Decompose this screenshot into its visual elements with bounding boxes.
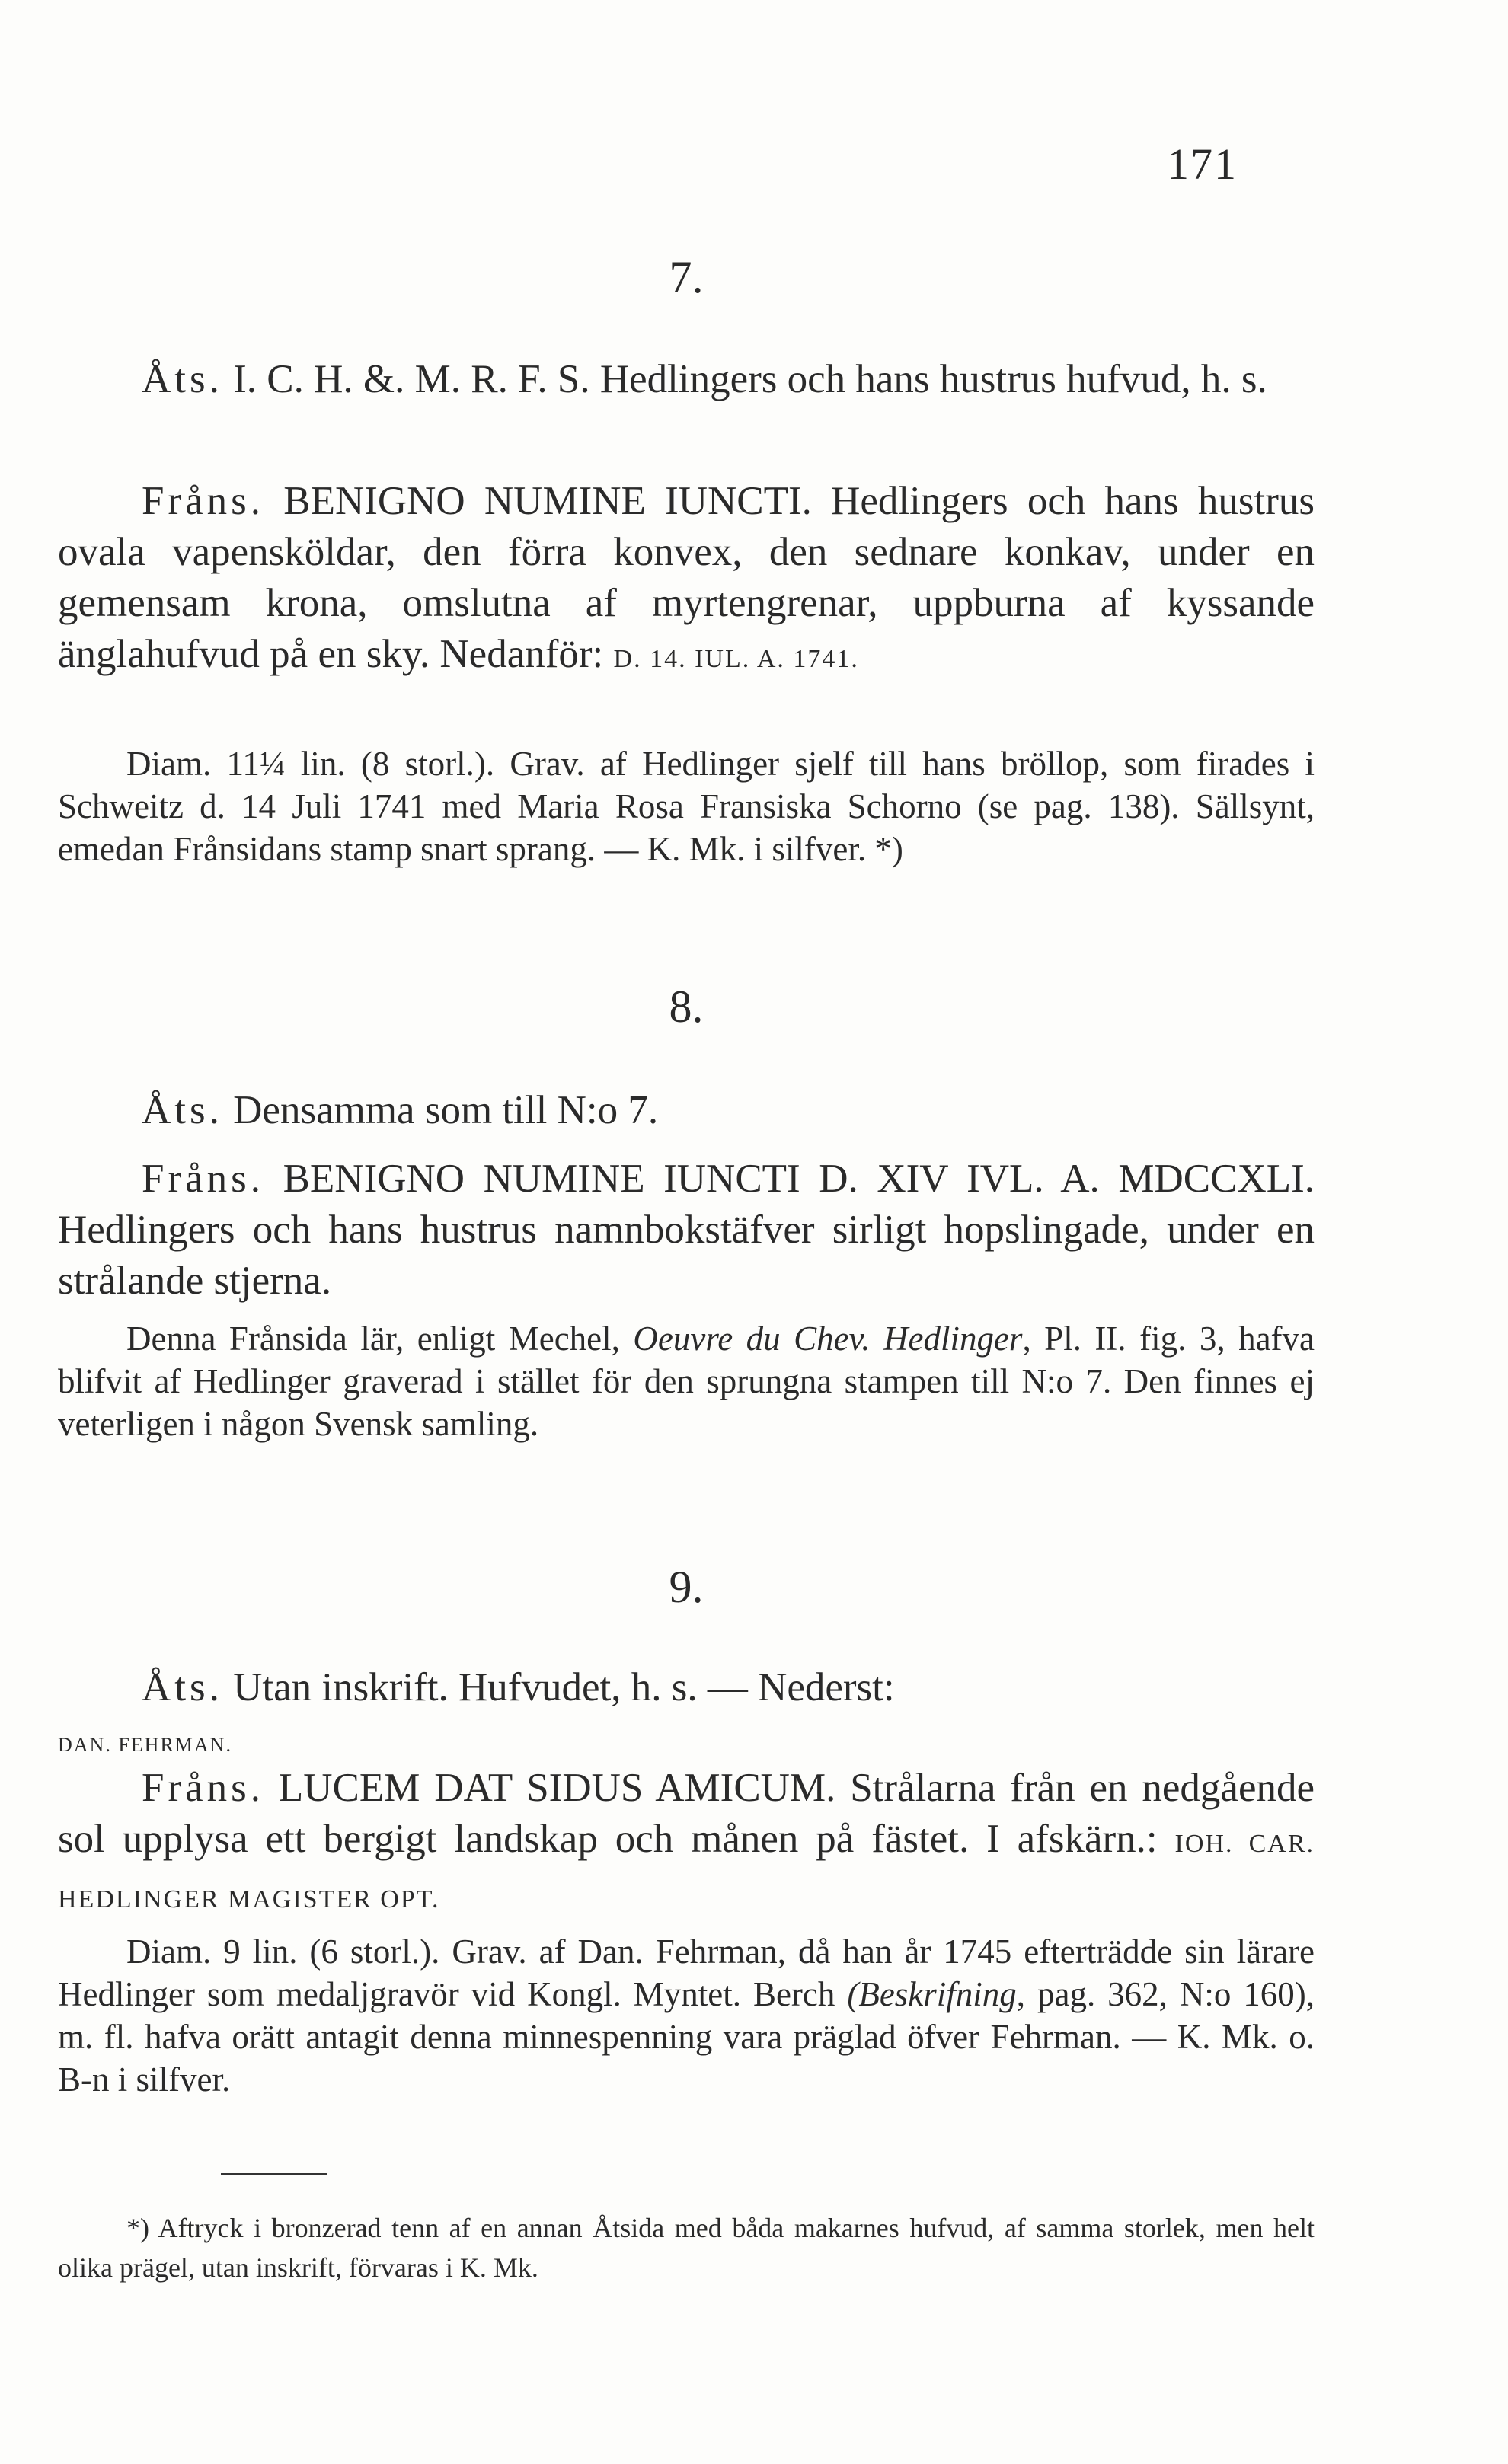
- frans-label: Fråns.: [142, 479, 265, 523]
- obverse-paragraph: [58, 1662, 1315, 1764]
- frans-inscription: IOH. CAR. HEDLINGER MAGISTER OPT.: [58, 1830, 1315, 1913]
- entry-number: 8.: [669, 981, 704, 1032]
- description-italic: (Beskrifning: [847, 1975, 1017, 2013]
- entry-number: 9.: [669, 1562, 704, 1612]
- description-paragraph: [58, 1930, 1315, 2101]
- ats-text: Utan inskrift. Hufvudet, h. s. — Nederst:: [233, 1665, 895, 1709]
- obverse-paragraph: [58, 354, 1315, 405]
- reverse-paragraph: [58, 476, 1315, 685]
- description-paragraph: [58, 742, 1315, 870]
- description-text: Denna Frånsida lär, enligt Mechel,: [126, 1320, 620, 1358]
- footnote: [58, 2208, 1315, 2287]
- frans-inscription: D. 14. IUL. A. 1741.: [613, 645, 859, 673]
- frans-text: LUCEM DAT SIDUS AMICUM. Strålarna från en nedgående sol upplysa ett bergigt landskap och månen på fästet. I afskärn.:: [58, 1766, 1315, 1861]
- ats-label: Åts.: [142, 1665, 223, 1709]
- frans-text: BENIGNO NUMINE IUNCTI. Hedlingers och hans hustrus ovala vapensköldar, den förra konvex, den sednare konkav, under en gemensam krona, omslutna af myrtengrenar, uppburna af kyssande änglahufvud på en sky. Nedanför:: [58, 479, 1315, 676]
- description-text-cont: , pag. 362, N:o 160), m. fl. hafva orätt antagit denna minnespenning vara präglad öfver Fehrman. — K. Mk. o. B-n i silfver.: [58, 1975, 1315, 2099]
- description-text-cont: , Pl. II. fig. 3, hafva blifvit af Hedlinger graverad i stället för den sprungna stampen till N:o 7. Den finnes ej veterligen i någon Svensk samling.: [58, 1320, 1315, 1443]
- page-number: 171: [1167, 139, 1238, 189]
- reverse-paragraph: [58, 1763, 1315, 1925]
- description-text: Diam. 9 lin. (6 storl.). Grav. af Dan. Fehrman, då han år 1745 efterträdde sin lärare Hedlinger som medaljgravör vid Kongl. Myntet. Berch: [58, 1933, 1315, 2013]
- obverse-paragraph: [58, 1085, 1315, 1136]
- ats-text: I. C. H. &. M. R. F. S. Hedlingers och hans hustrus hufvud, h. s.: [233, 357, 1267, 401]
- frans-label: Fråns.: [142, 1766, 265, 1810]
- reverse-paragraph: [58, 1154, 1315, 1307]
- footnote-text: *) Aftryck i bronzerad tenn af en annan Åtsida med båda makarnes hufvud, af samma storlek, men helt olika prägel, utan inskrift, förvaras i K. Mk.: [58, 2213, 1315, 2283]
- ats-label: Åts.: [142, 357, 223, 401]
- description-paragraph: [58, 1317, 1315, 1445]
- frans-text: BENIGNO NUMINE IUNCTI D. XIV IVL. A. MDCCXLI. Hedlingers och hans hustrus namnbokstäfver sirligt hopslingade, under en strålande stjerna.: [58, 1157, 1315, 1303]
- ats-label: Åts.: [142, 1088, 223, 1132]
- footnote-rule: [221, 2173, 327, 2175]
- frans-label: Fråns.: [142, 1157, 265, 1201]
- description-italic: Oeuvre du Chev. Hedlinger: [633, 1320, 1023, 1358]
- ats-text: Densamma som till N:o 7.: [233, 1088, 659, 1132]
- ats-signature: DAN. FEHRMAN.: [58, 1734, 232, 1756]
- entry-number: 7.: [669, 252, 704, 302]
- description-text: Diam. 11¼ lin. (8 storl.). Grav. af Hedlinger sjelf till hans bröllop, som firades i Schweitz d. 14 Juli 1741 med Maria Rosa Fransiska Schorno (se pag. 138). Sällsynt, emedan Frånsidans stamp snart sprang. — K. Mk. i silfver. *): [58, 745, 1315, 868]
